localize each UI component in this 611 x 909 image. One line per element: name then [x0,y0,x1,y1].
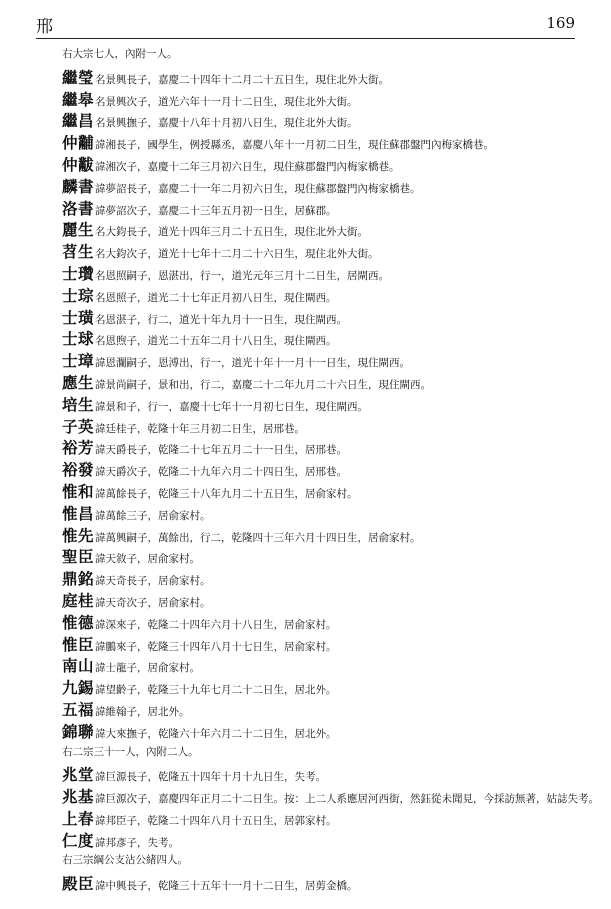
person-name: 惟臣 [62,634,95,654]
person-name: 九錫 [62,678,95,698]
person-description: 諱大來撫子，乾隆六十年六月二十二日生，居北外。 [95,727,337,740]
person-name: 繼昌 [62,111,95,131]
person-name: 錦聯 [62,721,95,741]
page-number: 169 [546,14,575,32]
genealogy-entry [62,393,602,415]
genealogy-entry [62,545,602,567]
person-name: 惟和 [62,481,95,501]
genealogy-entry [62,109,602,131]
genealogy-entry [62,88,602,110]
person-name: 洛書 [62,198,95,218]
person-name: 上春 [62,808,95,828]
person-description: 諱萬餘長子，乾隆三十八年九月二十五日生，居俞家村。 [95,487,358,500]
person-description: 名恩湛子，行二，道光十年九月十一日生，現住閘西。 [95,313,348,326]
person-name: 麟書 [62,176,95,196]
genealogy-entry [62,633,602,655]
person-description: 諱深來子，乾隆二十四年六月十八日生，居俞家村。 [95,618,337,631]
person-description: 名景興撫子，嘉慶十八年十月初八日生，現住北外大街。 [95,117,358,130]
summary-note: 右大宗七人，內附一人。 [62,48,178,60]
page-header [36,10,575,39]
person-name: 庭桂 [62,590,95,610]
person-description: 諱天爵長子，乾隆二十七年五月二十一日生，居邢巷。 [95,444,348,457]
person-name: 惟德 [62,612,95,632]
person-name: 兆基 [62,787,95,807]
person-description: 諱天奇長子，居俞家村。 [95,575,211,588]
genealogy-entry [62,589,602,611]
genealogy-entry [62,480,602,502]
person-name: 五福 [62,699,95,719]
genealogy-entry [62,872,602,894]
person-description: 諱夢詔長子，嘉慶二十一年二月初六日生，現住蘇郡盤門內梅家橋巷。 [95,182,421,195]
genealogy-entry [62,175,602,197]
genealogy-entry [62,415,602,437]
genealogy-entry [62,720,602,742]
genealogy-entry [62,785,602,807]
person-name: 繼皋 [62,89,95,109]
genealogy-entry [62,698,602,720]
person-description: 諱景尚嗣子，景和出，行二，嘉慶二十二年九月二十六日生，現住閘西。 [95,378,432,391]
person-description: 諱中興長子，乾隆三十五年十一月十二日生，居剪金橋。 [95,880,358,893]
genealogy-entry [62,284,602,306]
person-description: 名大鈞長子，道光十四年三月二十五日生，現住北外大街。 [95,226,369,239]
person-description: 諱邦臣子，乾隆二十四年八月十五日生，居郭家村。 [95,814,337,827]
person-description: 諱鵬來子，乾隆三十四年八月十七日生，居俞家村。 [95,640,337,653]
person-name: 苕生 [62,242,95,262]
person-description: 名景興長子，嘉慶二十四年十二月二十五日生，現住北外大街。 [95,73,390,86]
person-name: 鼎銘 [62,569,95,589]
person-name: 士璜 [62,307,95,327]
genealogy-list [62,44,602,894]
person-name: 南山 [62,656,95,676]
person-description: 諱巨源次子，嘉慶四年正月二十二日生。按：上二人系應居河西街，然鈺從未聞見，今採訪無著，姑誌失考。 [95,793,600,806]
person-name: 子英 [62,416,95,436]
person-name: 士瓚 [62,263,95,283]
person-description: 諱湘長子，國學生，例授縣丞，嘉慶八年十一月初二日生，現住蘇郡盤門內梅家橋巷。 [95,139,495,152]
genealogy-entry [62,763,602,785]
person-name: 仲黼 [62,133,95,153]
genealogy-entry [62,240,602,262]
person-description: 諱天奇次子，居俞家村。 [95,596,211,609]
genealogy-entry [62,371,602,393]
genealogy-entry [62,567,602,589]
genealogy-entry [62,654,602,676]
person-description: 諱維翰子，居北外。 [95,705,190,718]
person-description: 諱夢詔次子，嘉慶二十三年五月初一日生，居蘇郡。 [95,204,337,217]
person-description: 諱望齡子，乾隆三十九年七月二十二日生，居北外。 [95,684,337,697]
person-name: 兆堂 [62,765,95,785]
genealogy-entry [62,829,602,851]
person-description: 諱廷桂子，乾隆十年三月初二日生，居邢巷。 [95,422,306,435]
person-description: 諱士龍子，居俞家村。 [95,662,201,675]
person-name: 仁度 [62,830,95,850]
genealogy-entry [62,153,602,175]
person-name: 裕發 [62,460,95,480]
person-name: 聖臣 [62,547,95,567]
genealogy-entry [62,262,602,284]
genealogy-entry [62,611,602,633]
genealogy-entry [62,502,602,524]
person-description: 諱景和子，行一，嘉慶十七年十一月初七日生，現住閘西。 [95,400,369,413]
person-description: 諱萬興嗣子，萬餘出，行二，乾隆四十三年六月十四日生，居俞家村。 [95,531,421,544]
person-name: 應生 [62,372,95,392]
person-description: 名大鈞次子，道光十七年十二月二十六日生，現住北外大街。 [95,248,379,261]
person-description: 諱萬餘三子，居俞家村。 [95,509,211,522]
person-name: 士球 [62,329,95,349]
genealogy-entry [62,306,602,328]
genealogy-entry [62,197,602,219]
genealogy-entry [62,349,602,371]
person-name: 麗生 [62,220,95,240]
person-name: 惟昌 [62,503,95,523]
genealogy-entry [62,327,602,349]
person-description: 諱湘次子，嘉慶十二年三月初六日生，現住蘇郡盤門內梅家橋巷。 [95,160,400,173]
genealogy-entry [62,218,602,240]
person-description: 名恩煦子，道光二十五年二月十八日生，現住閘西。 [95,335,337,348]
summary-note: 右二宗三十一人，內附二人。 [62,745,199,758]
genealogy-entry [62,436,602,458]
person-name: 殿臣 [62,874,95,894]
person-description: 名恩照嗣子，恩湛出，行一，道光元年三月十二日生，居閘西。 [95,269,390,282]
person-description: 諱天爵次子，乾隆二十九年六月二十四日生，居邢巷。 [95,466,348,479]
person-description: 諱天敘子，居俞家村。 [95,553,201,566]
page-title: 邢 [36,17,53,37]
summary-note: 右三宗綱公支沾公緒四人。 [62,854,188,867]
person-description: 名景興次子，道光六年十一月十二日生，現住北外大街。 [95,95,358,108]
genealogy-entry [62,807,602,829]
person-description: 諱邦彥子，失考。 [95,836,180,849]
genealogy-entry [62,66,602,88]
person-name: 繼瑩 [62,67,95,87]
person-name: 裕芳 [62,438,95,458]
person-name: 仲黻 [62,154,95,174]
person-name: 士璋 [62,351,95,371]
person-name: 士琮 [62,285,95,305]
genealogy-entry [62,524,602,546]
genealogy-entry [62,458,602,480]
person-description: 諱恩瀾嗣子，恩溥出，行一，道光十年十一月十一日生，現住閘西。 [95,357,411,370]
person-description: 名恩照子，道光二十七年正月初八日生，現住閘西。 [95,291,337,304]
person-name: 培生 [62,394,95,414]
person-name: 惟先 [62,525,95,545]
genealogy-entry [62,676,602,698]
person-description: 諱巨源長子，乾隆五十四年十月十九日生，失考。 [95,771,327,784]
genealogy-entry [62,131,602,153]
